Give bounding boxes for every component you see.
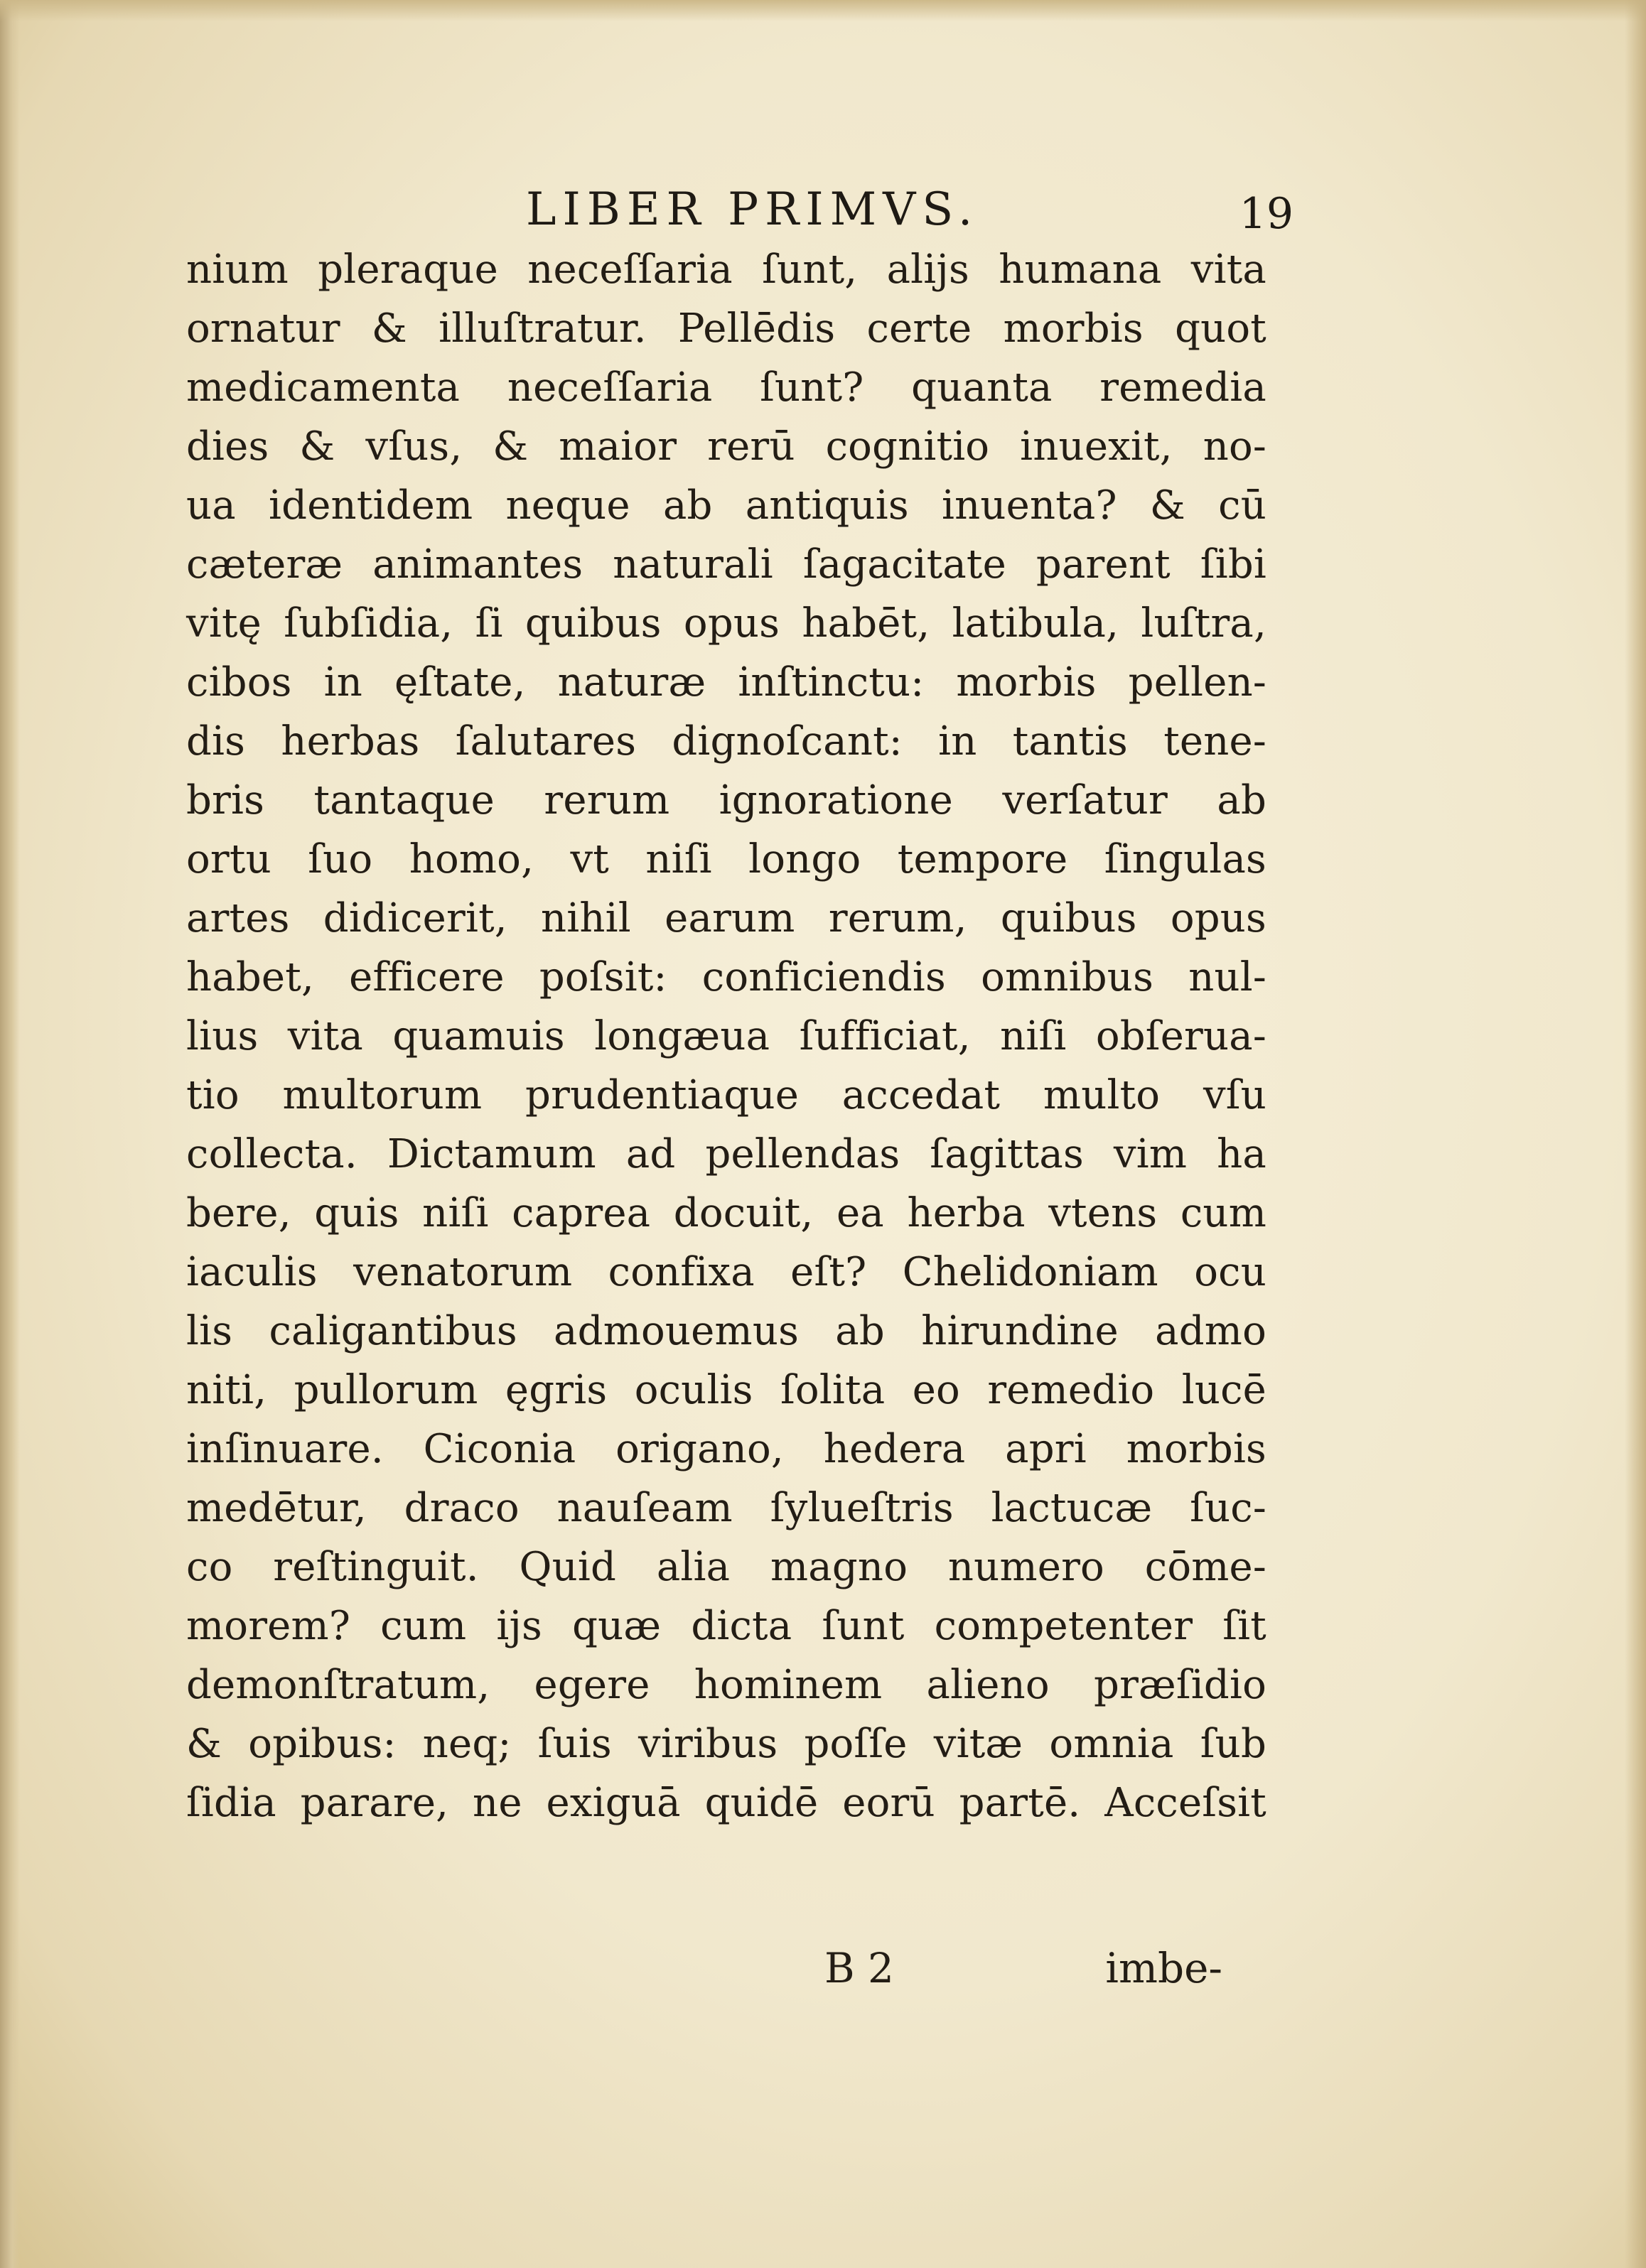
catchword: imbe- — [1105, 1944, 1222, 1992]
page-edge-top — [0, 0, 1646, 21]
running-title: LIBER PRIMVS. — [526, 183, 979, 236]
text-line: medētur, draco nauſeam ſylueſtris lactucæ ſuc- — [186, 1485, 1266, 1531]
text-line: artes didicerit, nihil earum rerum, quibus opus — [186, 895, 1266, 941]
text-line: habet, efficere poſsit: conficiendis omnibus nul- — [186, 954, 1266, 1000]
text-line: demonſtratum, egere hominem alieno præſidio — [186, 1662, 1266, 1708]
text-line: vitę ſubſidia, ſi quibus opus habēt, latibula, luſtra, — [186, 600, 1266, 647]
text-line: morem? cum ijs quæ dicta ſunt competenter ſit — [186, 1603, 1266, 1649]
page-footer — [824, 1944, 1222, 2001]
text-line: ua identidem neque ab antiquis inuenta? & cū — [186, 482, 1266, 529]
page-header — [526, 183, 1293, 247]
page-edge-left — [0, 0, 20, 2268]
text-line: dis herbas ſalutares dignoſcant: in tantis tene- — [186, 718, 1266, 765]
text-line: co reſtinguit. Quid alia magno numero cōme- — [186, 1544, 1266, 1590]
text-line: lis caligantibus admouemus ab hirundine admo — [186, 1308, 1266, 1354]
text-line: ortu ſuo homo, vt niſi longo tempore ſingulas — [186, 836, 1266, 882]
page-edge-right — [1625, 0, 1646, 2268]
text-line: cibos in ęſtate, naturæ inſtinctu: morbis pellen- — [186, 659, 1266, 706]
text-line: lius vita quamuis longæua ſufficiat, niſi obſerua- — [186, 1013, 1266, 1059]
text-line: cæteræ animantes naturali ſagacitate parent ſibi — [186, 541, 1266, 588]
text-line: nium pleraque neceſſaria ſunt, alijs humana vita — [186, 247, 1266, 293]
text-line: bris tantaque rerum ignoratione verſatur ab — [186, 777, 1266, 824]
text-line: bere, quis niſi caprea docuit, ea herba vtens cum — [186, 1190, 1266, 1236]
text-line: iaculis venatorum confixa eſt? Chelidoniam ocu — [186, 1249, 1266, 1295]
text-line: & opibus: neq; ſuis viribus poſſe vitæ omnia ſub — [186, 1721, 1266, 1767]
text-line: niti, pullorum ęgris oculis ſolita eo remedio lucē — [186, 1367, 1266, 1413]
text-line: medicamenta neceſſaria ſunt? quanta remedia — [186, 364, 1266, 411]
text-line: ſidia parare, ne exiguā quidē eorū partē. Acceſsit — [186, 1780, 1266, 1826]
text-line: collecta. Dictamum ad pellendas ſagittas vim ha — [186, 1131, 1266, 1177]
text-line: inſinuare. Ciconia origano, hedera apri morbis — [186, 1426, 1266, 1472]
signature-mark: B 2 — [824, 1944, 894, 1992]
folio-number: 19 — [1239, 189, 1293, 239]
text-block — [186, 240, 1266, 1832]
text-line: dies & vſus, & maior rerū cognitio inuexit, no- — [186, 423, 1266, 470]
text-line: tio multorum prudentiaque accedat multo vſu — [186, 1072, 1266, 1118]
text-line: ornatur & illuſtratur. Pellēdis certe morbis quot — [186, 306, 1266, 352]
